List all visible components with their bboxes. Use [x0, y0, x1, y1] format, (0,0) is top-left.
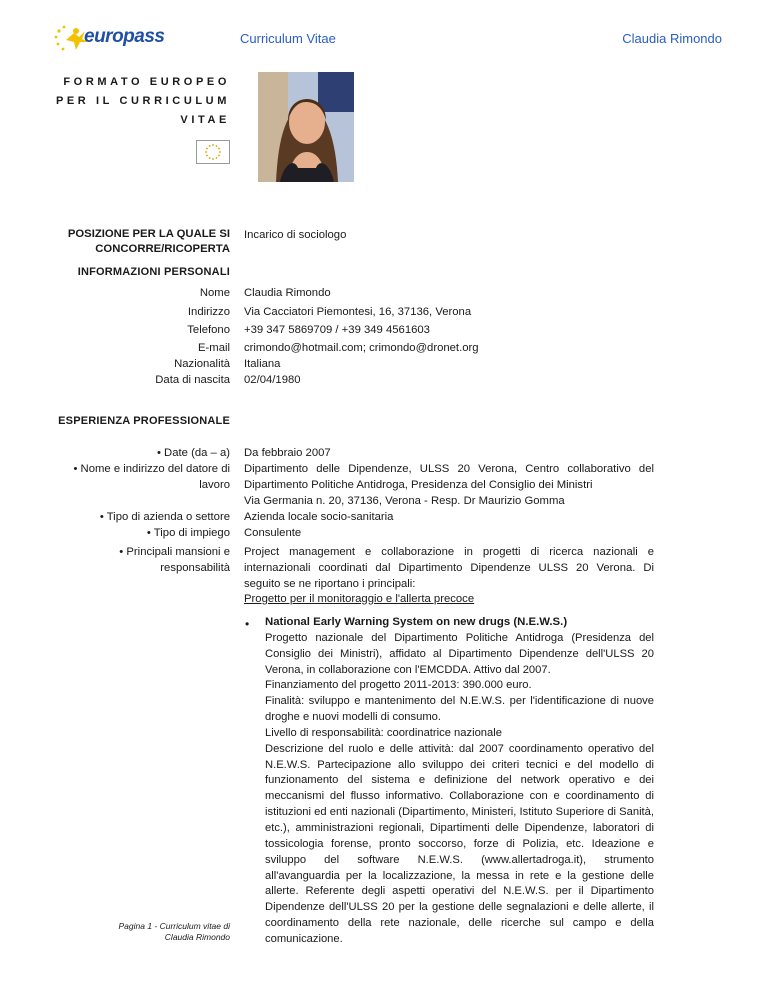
impiego-label: • Tipo di impiego: [146, 527, 230, 539]
format-title: [56, 73, 230, 130]
position-value: Incarico di sociologo: [244, 229, 347, 241]
nome-value: Claudia Rimondo: [244, 287, 331, 299]
project-funding: Finanziamento del progetto 2011-2013: 390.000 euro.: [265, 679, 532, 692]
email-value[interactable]: crimondo@hotmail.com; crimondo@dronet.org: [244, 342, 479, 354]
project-aim: Finalità: sviluppo e mantenimento del N.E.W.S. per l'identificazione di nuove droghe e nuovi modelli di consumo.: [265, 695, 654, 724]
project-heading: Progetto per il monitoraggio e l'allerta precoce: [244, 593, 475, 605]
project-title: National Early Warning System on new drugs (N.E.W.S.): [265, 616, 568, 628]
indirizzo-label: Indirizzo: [187, 306, 230, 318]
mansioni-label: • Principali mansioni e responsabilità: [119, 546, 230, 574]
eu-flag-icon: [196, 140, 230, 164]
nazionalita-label: Nazionalità: [174, 358, 230, 370]
project-desc: Progetto nazionale del Dipartimento Politiche Antidroga (Presidenza del Consiglio dei Ministri), affidato al Dipartimento Dipendenze dell'ULSS 20 Verona, in collaborazione con l'EMCDDA. Attivo dal 2007.: [265, 631, 654, 676]
format-title-line-2: PER IL CURRICULUM: [55, 95, 230, 107]
nascita-label: Data di nascita: [155, 374, 230, 386]
profile-photo: [258, 72, 354, 182]
settore-label: • Tipo di azienda o settore: [99, 511, 230, 523]
position-label: POSIZIONE PER LA QUALE SI CONCORRE/RICOPERTA: [67, 228, 230, 255]
project-description: [265, 615, 654, 948]
project-level: Livello di responsabilità: coordinatrice nazionale: [265, 726, 502, 739]
telefono-value: +39 347 5869709 / +39 349 4561603: [244, 324, 430, 336]
bullet-marker: •: [245, 617, 250, 631]
indirizzo-value: Via Cacciatori Piemontesi, 16, 37136, Verona: [244, 306, 472, 318]
page-footer: Pagina 1 - Curriculum vitae di Claudia Rimondo: [118, 921, 230, 942]
experience-section-title: ESPERIENZA PROFESSIONALE: [58, 415, 230, 427]
project-role: Descrizione del ruolo e delle attività: dal 2007 coordinamento operativo del N.E.W.S. Partecipazione allo sviluppo dei criteri tecnici e del modello di funzionamento del sistema e definizione del network operativo e dei meccanismi del flusso informativo. Collaborazione con e coordinamento di istituzioni ed enti nazionali (Dipartimento, Ministeri, Istituto Superiore di Sanità, etc.), amministrazioni regionali, Dipartimenti delle Dipendenze, laboratori di tossicologia forense, pronto soccorso, forze di Polizia, etc. Ideazione e sviluppo del software N.E.W.S. (www.allertadroga.it), strumento all'avanguardia per la localizzazione, la messa in rete e la gestione delle allerte. Referente degli aspetti operativi del N.E.W.S. per il Dipartimento Dipendenze dell'ULSS 20 per la gestione delle segnalazioni e delle allerte, il coordinamento della rete nazionale, delle ricerche sul campo e della comunicazione.: [265, 742, 654, 945]
header-doc-title: Curriculum Vitae: [240, 31, 336, 46]
logo-text: europass: [84, 26, 165, 47]
nascita-value: 02/04/1980: [244, 374, 301, 386]
nome-label: Nome: [199, 287, 230, 299]
format-title-line-1: FORMATO EUROPEO: [63, 76, 230, 88]
email-label: E-mail: [197, 342, 230, 354]
date-label: • Date (da – a): [156, 447, 230, 459]
settore-value: Azienda locale socio-sanitaria: [244, 511, 394, 523]
date-value: Da febbraio 2007: [244, 447, 331, 459]
europass-logo: [52, 24, 165, 54]
format-title-line-3: VITAE: [180, 114, 230, 126]
employer-label: • Nome e indirizzo del datore di lavoro: [73, 463, 230, 491]
impiego-value: Consulente: [244, 527, 302, 539]
header-person-name: Claudia Rimondo: [622, 31, 722, 46]
nazionalita-value: Italiana: [244, 358, 281, 370]
employer-value: Dipartimento delle Dipendenze, ULSS 20 Verona, Centro collaborativo del Dipartimento Politiche Antidroga, Presidenza del Consiglio dei Ministri Via Germania n. 20, 37136, Verona - Resp. Dr Maurizio Gomma: [244, 463, 654, 507]
telefono-label: Telefono: [187, 324, 230, 336]
mansioni-value: Project management e collaborazione in progetti di ricerca nazionali e internazionali coordinati dal Dipartimento Dipendenze ULSS 20 Verona. Di seguito se ne riportano i principali:: [244, 546, 654, 590]
personal-section-title: INFORMAZIONI PERSONALI: [77, 266, 230, 278]
